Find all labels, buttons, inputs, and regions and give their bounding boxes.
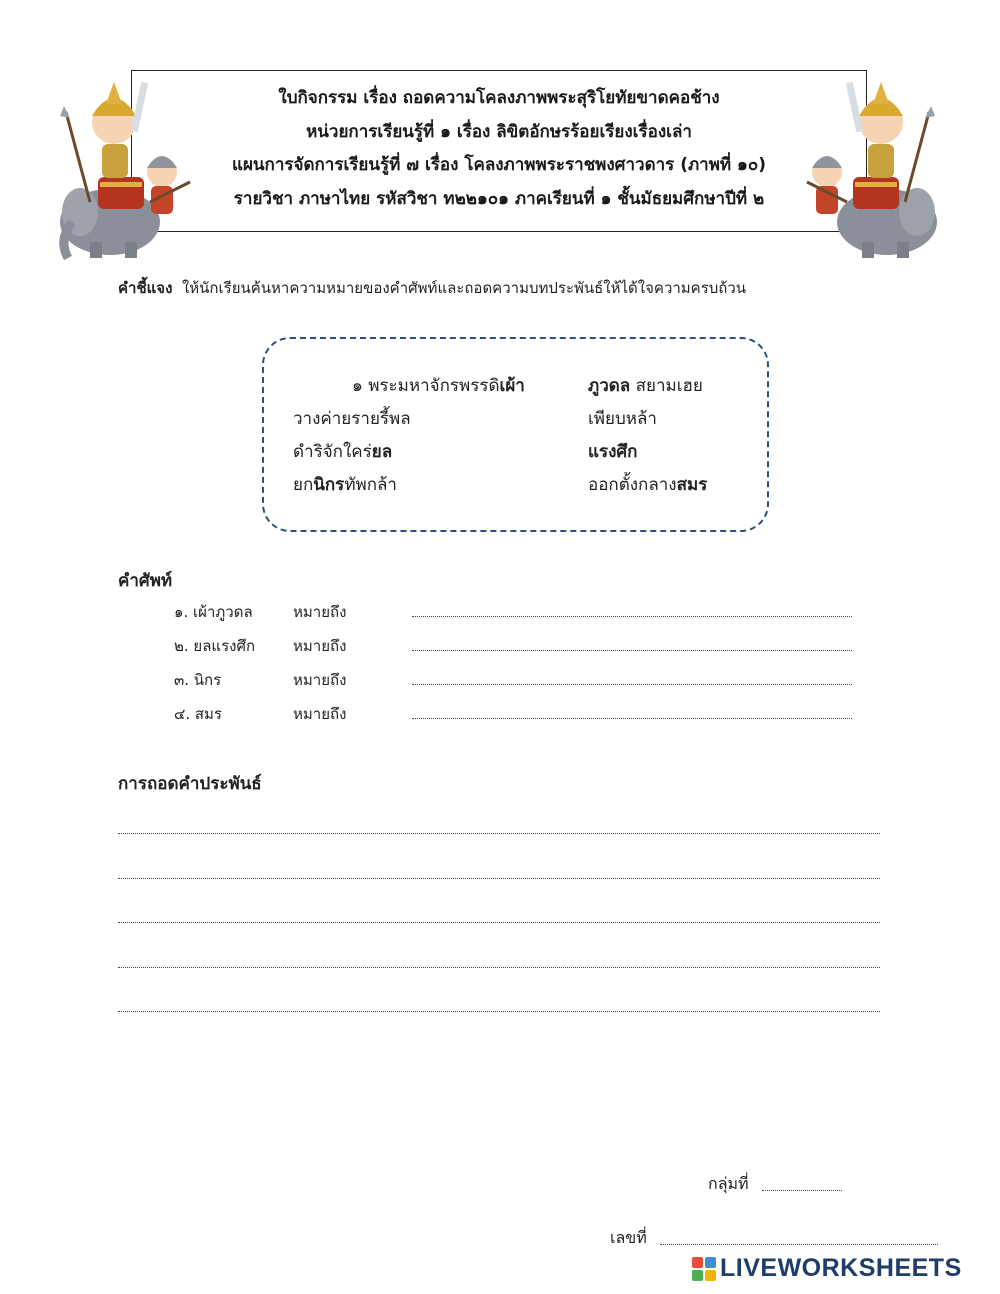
header-plan: แผนการจัดการเรียนรู้ที่ ๗ เรื่อง โคลงภาพพระราชพงศาวดาร (ภาพที่ ๑๐) — [231, 155, 766, 175]
poem-keyword: แรงศึก — [588, 442, 638, 462]
translation-answer-line[interactable] — [118, 967, 880, 968]
instruction-text: ให้นักเรียนค้นหาความหมายของคำศัพท์และถอดความบทประพันธ์ให้ได้ใจความครบถ้วน — [181, 279, 747, 297]
poem-keyword: ภูวดล — [588, 376, 631, 396]
translation-answer-line[interactable] — [118, 922, 880, 923]
poem-text: ออกตั้งกลาง — [588, 475, 677, 495]
warrior-elephant-illustration-right — [797, 72, 947, 262]
vocab-term: ๑. เผ้าภูวดล — [174, 603, 253, 621]
poem-keyword: เผ้า — [499, 376, 525, 396]
poem-text: สยามเฮย — [630, 376, 703, 396]
vocab-term: ๒. ยลแรงศึก — [174, 637, 256, 655]
poem-line4-right — [588, 471, 707, 498]
poem-line1-right — [588, 372, 703, 399]
warrior-elephant-illustration-left — [50, 72, 200, 262]
vocab-answer-field[interactable] — [412, 650, 852, 651]
vocab-meaning-label: หมายถึง — [293, 705, 347, 723]
poem-line2-right: เพียบหล้า — [588, 409, 657, 429]
translation-title: การถอดคำประพันธ์ — [118, 774, 262, 794]
vocab-meaning-label: หมายถึง — [293, 671, 347, 689]
liveworksheets-logo-text: LIVEWORKSHEETS — [720, 1254, 962, 1282]
poem-keyword: นิกร — [313, 475, 345, 495]
header-title: ใบกิจกรรม เรื่อง ถอดความโคลงภาพพระสุริโยทัยขาดคอช้าง — [278, 88, 720, 108]
poem-line1-left — [352, 372, 525, 399]
translation-answer-line[interactable] — [118, 878, 880, 879]
vocab-answer-field[interactable] — [412, 718, 852, 719]
vocab-answer-field[interactable] — [412, 684, 852, 685]
vocab-title: คำศัพท์ — [118, 571, 173, 591]
vocab-meaning-label: หมายถึง — [293, 603, 347, 621]
poem-line3-left — [293, 438, 392, 465]
vocab-term: ๔. สมร — [174, 705, 222, 723]
header-unit: หน่วยการเรียนรู้ที่ ๑ เรื่อง ลิขิตอักษรร้อยเรียงเรื่องเล่า — [306, 122, 692, 142]
translation-answer-line[interactable] — [118, 833, 880, 834]
group-label: กลุ่มที่ — [708, 1174, 749, 1193]
poem-line2-left: วางค่ายรายรี้พล — [293, 409, 411, 429]
poem-keyword: สมร — [676, 475, 708, 495]
vocab-term: ๓. นิกร — [174, 671, 222, 689]
poem-line4-left — [293, 471, 397, 498]
number-label: เลขที่ — [610, 1228, 647, 1247]
poem-keyword: ยล — [371, 442, 393, 462]
vocab-meaning-label: หมายถึง — [293, 637, 347, 655]
poem-line3-right — [588, 438, 637, 465]
poem-text: ดำริจักใคร่ — [293, 442, 372, 462]
vocab-answer-field[interactable] — [412, 616, 852, 617]
liveworksheets-logo-icon — [692, 1257, 716, 1281]
poem-box — [262, 337, 769, 532]
instruction — [118, 276, 746, 300]
liveworksheets-logo — [692, 1254, 962, 1283]
group-field[interactable] — [762, 1190, 842, 1191]
poem-text: ๑ พระมหาจักรพรรดิ — [352, 376, 500, 396]
poem-text: ทัพกล้า — [344, 475, 397, 495]
poem-text: ยก — [293, 475, 314, 495]
translation-answer-line[interactable] — [118, 1011, 880, 1012]
number-field[interactable] — [660, 1244, 938, 1245]
header-subject: รายวิชา ภาษาไทย รหัสวิชา ท๒๒๑๐๑ ภาคเรียนที่ ๑ ชั้นมัธยมศึกษาปีที่ ๒ — [233, 189, 765, 209]
instruction-label: คำชี้แจง — [118, 279, 173, 297]
